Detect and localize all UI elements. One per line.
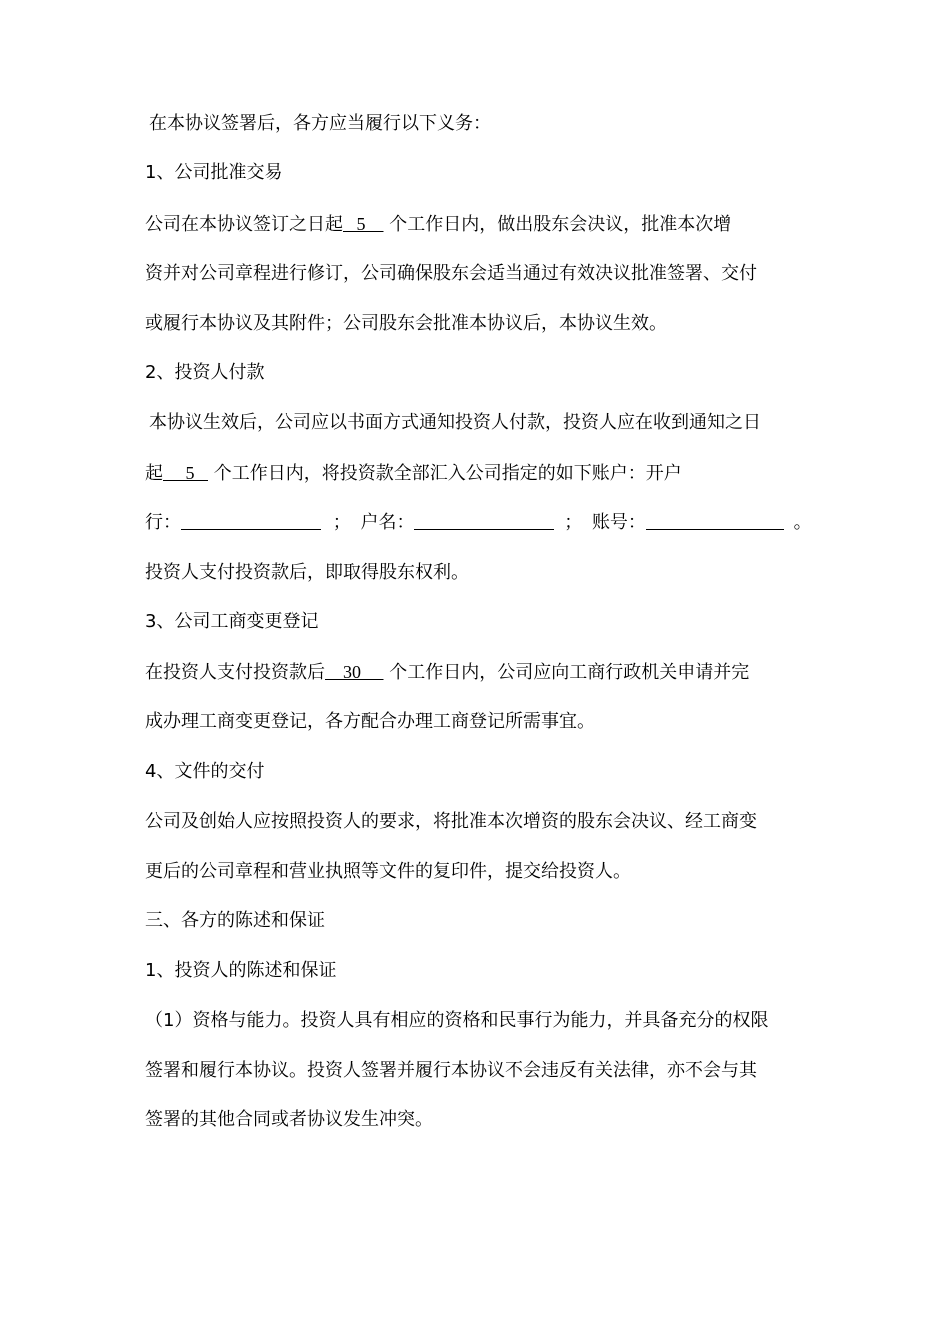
payment-text-b: 个工作日内，将投资款全部汇入公司指定的如下账户：开户 — [213, 463, 682, 484]
paragraph-payment-line-1: 本协议生效后，公司应以书面方式通知投资人付款，投资人应在收到通知之日 — [149, 412, 761, 433]
paragraph-payment-line-2 — [145, 460, 682, 486]
heading-business-registration: 3、公司工商变更登记 — [145, 611, 319, 632]
payment-days-number: 5 — [185, 463, 195, 483]
heading-document-delivery: 4、文件的交付 — [145, 761, 265, 782]
bank-blank — [181, 511, 321, 530]
approval-days-value — [343, 214, 384, 234]
paragraph-registration-line-1 — [145, 659, 749, 685]
account-fields-line — [145, 510, 812, 536]
separator-2: ； — [564, 512, 583, 533]
registration-text-b: 个工作日内，公司应向工商行政机关申请并完 — [389, 662, 750, 683]
paragraph-approval-line-2: 资并对公司章程进行修订，公司确保股东会适当通过有效决议批准签署、交付 — [145, 263, 757, 284]
heading-investor-payment: 2、投资人付款 — [145, 362, 265, 383]
end-mark: 。 — [793, 512, 812, 533]
registration-days-value — [325, 662, 384, 682]
paragraph-registration-line-2: 成办理工商变更登记，各方配合办理工商登记所需事宜。 — [145, 711, 595, 732]
separator-1: ； — [332, 512, 351, 533]
paragraph-delivery-line-1: 公司及创始人应按照投资人的要求，将批准本次增资的股东会决议、经工商变 — [145, 811, 757, 832]
account-number-label: 账号： — [591, 512, 646, 533]
account-name-blank — [414, 511, 554, 530]
intro-paragraph: 在本协议签署后，各方应当履行以下义务： — [149, 113, 491, 134]
approval-text-b: 个工作日内，做出股东会决议，批准本次增 — [389, 214, 732, 235]
heading-investor-representations: 1、投资人的陈述和保证 — [145, 960, 337, 981]
paragraph-approval-line-1 — [145, 211, 731, 237]
account-number-blank — [646, 511, 784, 530]
registration-days-number: 30 — [343, 662, 361, 682]
paragraph-payment-line-4: 投资人支付投资款后，即取得股东权利。 — [145, 562, 469, 583]
payment-text-a: 起 — [145, 463, 163, 484]
paragraph-approval-line-3: 或履行本协议及其附件；公司股东会批准本协议后，本协议生效。 — [145, 313, 667, 334]
registration-text-a: 在投资人支付投资款后 — [145, 662, 325, 683]
paragraph-qualification-line-3: 签署的其他合同或者协议发生冲突。 — [145, 1109, 433, 1130]
heading-company-approval: 1、公司批准交易 — [145, 162, 283, 183]
account-name-label: 户名： — [360, 512, 415, 533]
approval-days-number: 5 — [356, 214, 366, 234]
section-heading-representations: 三、各方的陈述和保证 — [145, 910, 325, 931]
approval-text-a: 公司在本协议签订之日起 — [145, 214, 343, 235]
bank-label: 行： — [145, 512, 181, 533]
paragraph-qualification-line-1: （1）资格与能力。投资人具有相应的资格和民事行为能力，并具备充分的权限 — [145, 1010, 769, 1031]
paragraph-delivery-line-2: 更后的公司章程和营业执照等文件的复印件，提交给投资人。 — [145, 861, 631, 882]
paragraph-qualification-line-2: 签署和履行本协议。投资人签署并履行本协议不会违反有关法律，亦不会与其 — [145, 1060, 757, 1081]
payment-days-value — [163, 463, 208, 483]
